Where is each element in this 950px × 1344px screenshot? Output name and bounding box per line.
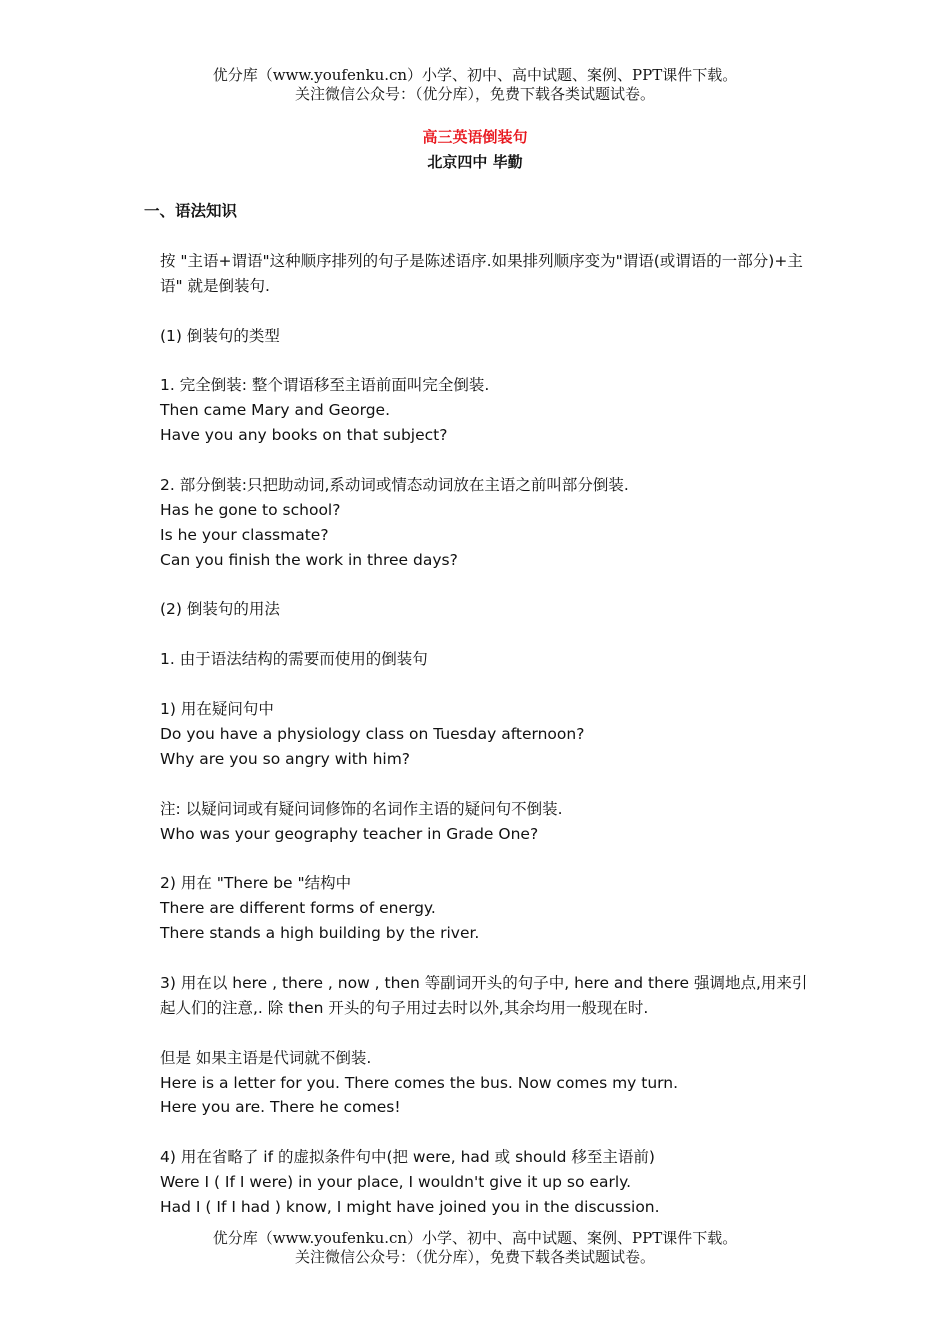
usage-subitem: 3) 用在以 here , there , now , then 等副词开头的句子中, here and there 强调地点,用来引起人们的注意,. 除 then 开头的句子用过去时以外,其余均用一般现在时. — [160, 973, 808, 1017]
example-sentence: Is he your classmate? — [160, 525, 329, 544]
example-sentence: Has he gone to school? — [160, 500, 341, 519]
section-heading: 一、语法知识 — [144, 202, 238, 220]
usage-heading: (2) 倒装句的用法 — [160, 600, 280, 619]
example-sentence: Here you are. There he comes! — [160, 1098, 401, 1117]
header-line-2: 关注微信公众号：（优分库），免费下载各类试题试卷。 — [294, 85, 655, 103]
intro-paragraph: 按 "主语+谓语"这种顺序排列的句子是陈述语序.如果排列顺序变为"谓语(或谓语的一部分)+主语" 就是倒装句. — [160, 251, 803, 295]
example-sentence: Can you finish the work in three days? — [160, 550, 458, 569]
footer-line-1: 优分库（www.youfenku.cn）小学、初中、高中试题、案例、PPT课件下载。 — [212, 1229, 738, 1247]
example-sentence: Then came Mary and George. — [160, 401, 391, 420]
doc-body — [144, 199, 812, 1220]
example-sentence: Were I ( If I were) in your place, I wouldn't give it up so early. — [160, 1173, 632, 1192]
example-sentence: Have you any books on that subject? — [160, 426, 448, 445]
full-inversion-rule: 1. 完全倒装: 整个谓语移至主语前面叫完全倒装. — [160, 376, 490, 395]
exception-note: 但是 如果主语是代词就不倒装. — [160, 1048, 372, 1067]
footer-line-2: 关注微信公众号：（优分库），免费下载各类试题试卷。 — [294, 1248, 655, 1266]
example-sentence: There stands a high building by the river. — [160, 924, 480, 943]
example-sentence: Who was your geography teacher in Grade One? — [160, 824, 539, 843]
doc-author: 北京四中 毕勤 — [427, 153, 523, 171]
example-sentence: Do you have a physiology class on Tuesday afternoon? — [160, 724, 585, 743]
usage-subitem: 1) 用在疑问句中 — [160, 700, 274, 719]
page-header — [0, 66, 950, 104]
example-sentence: There are different forms of energy. — [160, 899, 436, 918]
example-sentence: Here is a letter for you. There comes the bus. Now comes my turn. — [160, 1073, 679, 1092]
example-sentence: Had I ( If I had ) know, I might have joined you in the discussion. — [160, 1198, 660, 1217]
header-line-1: 优分库（www.youfenku.cn）小学、初中、高中试题、案例、PPT课件下载。 — [212, 66, 738, 84]
doc-title: 高三英语倒装句 — [422, 128, 528, 146]
example-sentence: Why are you so angry with him? — [160, 749, 411, 768]
types-heading: (1) 倒装句的类型 — [160, 326, 280, 345]
usage-subitem: 4) 用在省略了 if 的虚拟条件句中(把 were, had 或 should 移至主语前) — [160, 1148, 655, 1167]
page-footer — [0, 1229, 950, 1267]
partial-inversion-rule: 2. 部分倒装:只把助动词,系动词或情态动词放在主语之前叫部分倒装. — [160, 475, 629, 494]
usage-item: 1. 由于语法结构的需要而使用的倒装句 — [160, 650, 428, 669]
usage-subitem: 2) 用在 "There be "结构中 — [160, 874, 352, 893]
note: 注: 以疑问词或有疑问词修饰的名词作主语的疑问句不倒装. — [160, 799, 563, 818]
